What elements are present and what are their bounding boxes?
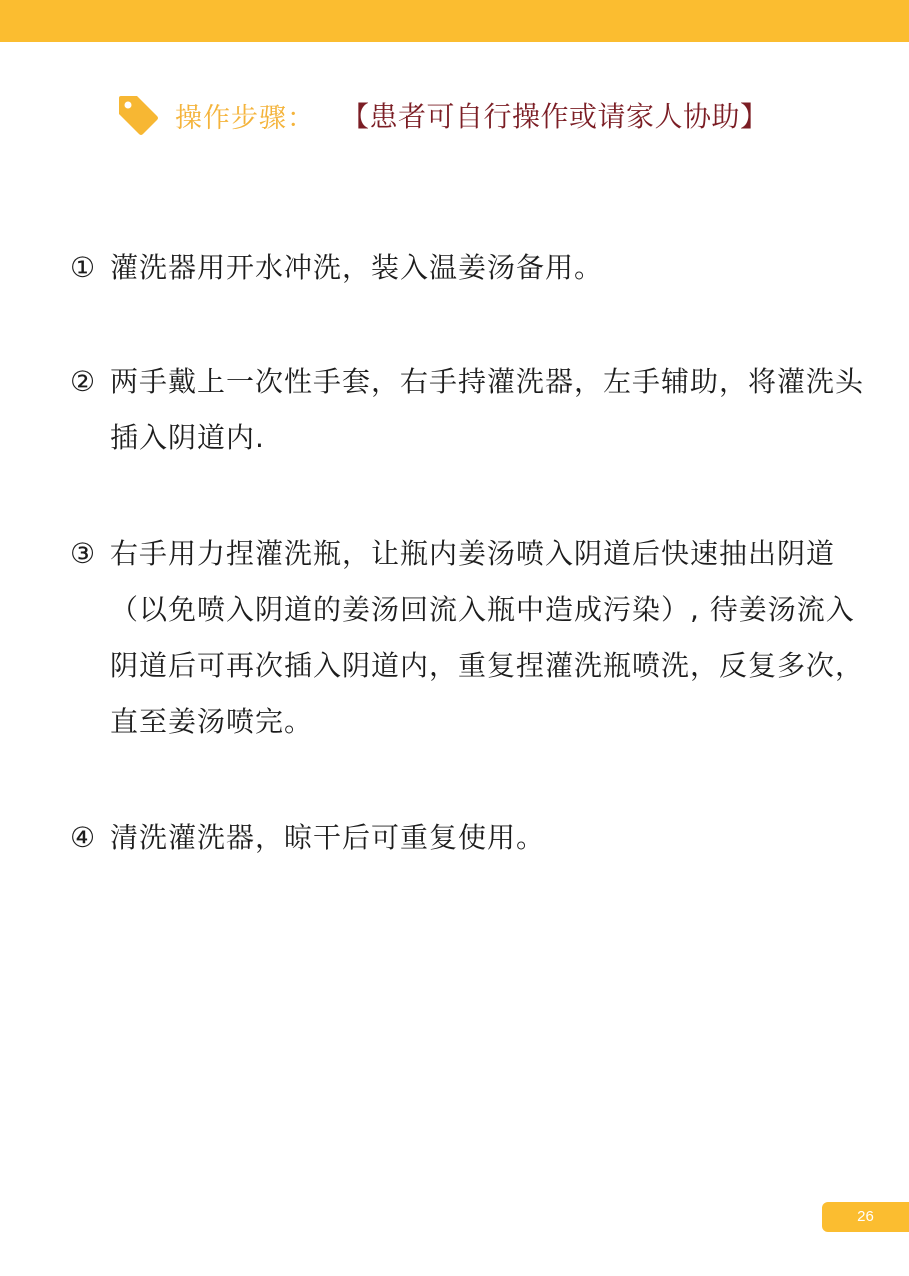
step-text: 两手戴上一次性手套，右手持灌洗器，左手辅助，将灌洗头插入阴道内. — [110, 365, 865, 454]
step-text: 灌洗器用开水冲洗，装入温姜汤备用。 — [110, 251, 604, 284]
section-note: 【患者可自行操作或请家人协助】 — [341, 100, 769, 133]
tag-icon — [115, 92, 161, 138]
step-number: ② — [70, 365, 96, 398]
top-accent-bar — [0, 0, 909, 42]
step-number: ③ — [70, 537, 96, 570]
section-header — [115, 90, 769, 140]
step-number: ① — [70, 251, 96, 284]
step-3 — [70, 526, 870, 750]
step-number: ④ — [70, 821, 96, 854]
section-title: 操作步骤： — [175, 102, 315, 134]
step-text: 右手用力捏灌洗瓶，让瓶内姜汤喷入阴道后快速抽出阴道（以免喷入阴道的姜汤回流入瓶中造成污染）, 待姜汤流入阴道后可再次插入阴道内，重复捏灌洗瓶喷洗，反复多次，直至姜汤喷完。 — [110, 537, 865, 738]
step-2 — [70, 354, 870, 466]
step-text: 清洗灌洗器，晾干后可重复使用。 — [110, 821, 546, 854]
step-1 — [70, 240, 870, 296]
page-number-badge: 26 — [822, 1202, 909, 1232]
step-4 — [70, 810, 870, 866]
